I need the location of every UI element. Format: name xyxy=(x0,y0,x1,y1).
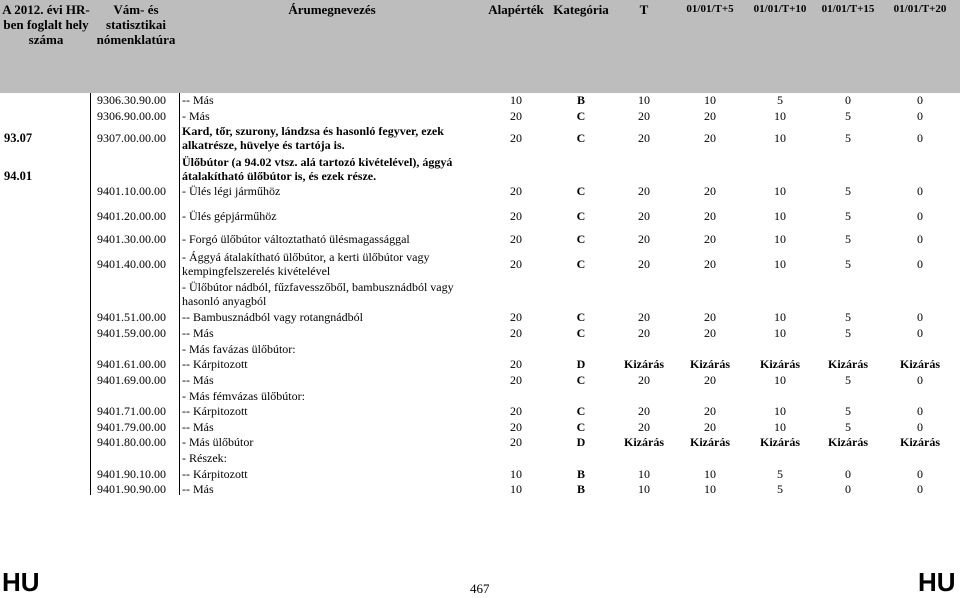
item-description: Ülőbútor (a 94.02 vtsz. alá tartozó kivételével), ággyá xyxy=(182,155,453,169)
item-description: -- Más xyxy=(182,326,214,340)
cell-t15: 5 xyxy=(845,109,851,123)
tariff-code: 9401.69.00.00 xyxy=(97,373,166,387)
cell-t15: 5 xyxy=(845,184,851,198)
cell-t15: 5 xyxy=(845,420,851,434)
cell-t10: Kizárás xyxy=(760,435,800,449)
cell-t5: 20 xyxy=(704,131,716,145)
cell-base-rate: 20 xyxy=(510,131,522,145)
cell-t20: 0 xyxy=(917,326,923,340)
item-description: - Ággyá átalakítható ülőbútor, a kerti ülőbútor vagy xyxy=(182,250,430,264)
cell-base-rate: 20 xyxy=(510,109,522,123)
cell-t15: 5 xyxy=(845,257,851,271)
cell-t: 20 xyxy=(638,404,650,418)
item-description: Kard, tőr, szurony, lándzsa és hasonló fegyver, ezek xyxy=(182,124,444,138)
cell-base-rate: 20 xyxy=(510,257,522,271)
cell-category: C xyxy=(576,232,586,246)
header-hr-position: A 2012. évi HR-ben foglalt hely száma xyxy=(2,2,90,47)
cell-t20: Kizárás xyxy=(900,357,940,371)
cell-t15: 5 xyxy=(845,131,851,145)
footer-right-label: HU xyxy=(918,567,956,597)
header-t15: 01/01/T+15 xyxy=(821,3,875,15)
cell-t15: Kizárás xyxy=(828,435,868,449)
cell-t20: 0 xyxy=(917,373,923,387)
cell-t20: 0 xyxy=(917,184,923,198)
item-description: - Más favázas ülőbútor: xyxy=(182,342,296,356)
cell-t20: Kizárás xyxy=(900,435,940,449)
column-divider xyxy=(179,93,180,495)
cell-t5: 20 xyxy=(704,404,716,418)
tariff-code: 9401.20.00.00 xyxy=(97,209,166,223)
cell-category: C xyxy=(576,131,586,145)
cell-t5: 20 xyxy=(704,373,716,387)
page-number: 467 xyxy=(470,581,490,596)
header-description: Árumegnevezés xyxy=(288,2,376,17)
cell-t10: 5 xyxy=(777,482,783,496)
column-divider xyxy=(90,93,91,495)
cell-t5: 20 xyxy=(704,326,716,340)
cell-base-rate: 20 xyxy=(510,326,522,340)
cell-t15: 5 xyxy=(845,404,851,418)
cell-base-rate: 20 xyxy=(510,232,522,246)
item-description: -- Más xyxy=(182,373,214,387)
tariff-code: 9401.79.00.00 xyxy=(97,420,166,434)
cell-t5: 20 xyxy=(704,184,716,198)
cell-t5: 20 xyxy=(704,310,716,324)
cell-t5: 20 xyxy=(704,420,716,434)
item-description-cont: alkatrésze, hüvelye és tartója is. xyxy=(182,138,345,152)
cell-category: D xyxy=(576,435,586,449)
cell-category: C xyxy=(576,310,586,324)
header-t10: 01/01/T+10 xyxy=(753,3,807,15)
cell-category: C xyxy=(576,109,586,123)
cell-t10: 10 xyxy=(774,420,786,434)
cell-t5: 20 xyxy=(704,209,716,223)
cell-t20: 0 xyxy=(917,209,923,223)
cell-t15: 5 xyxy=(845,232,851,246)
cell-t: 20 xyxy=(638,310,650,324)
cell-t: 20 xyxy=(638,373,650,387)
tariff-code: 9401.30.00.00 xyxy=(97,232,166,246)
cell-category: C xyxy=(576,420,586,434)
cell-category: C xyxy=(576,184,586,198)
cell-base-rate: 10 xyxy=(510,93,522,107)
cell-t15: 0 xyxy=(845,93,851,107)
cell-t: 20 xyxy=(638,209,650,223)
tariff-code: 9401.40.00.00 xyxy=(97,257,166,271)
header-nomenclature: Vám- és statisztikai nómenklatúra xyxy=(96,2,176,47)
cell-t: Kizárás xyxy=(624,357,664,371)
cell-t10: 10 xyxy=(774,209,786,223)
tariff-code: 9306.30.90.00 xyxy=(97,93,166,107)
cell-t15: 5 xyxy=(845,209,851,223)
tariff-code: 9401.80.00.00 xyxy=(97,435,166,449)
cell-t20: 0 xyxy=(917,257,923,271)
cell-t5: 20 xyxy=(704,109,716,123)
header-category: Kategória xyxy=(553,2,609,17)
item-description: -- Kárpitozott xyxy=(182,404,248,418)
cell-t5: 20 xyxy=(704,257,716,271)
item-description: - Forgó ülőbútor változtatható ülésmagassággal xyxy=(182,232,410,246)
item-description-cont: kempingfelszerelés kivételével xyxy=(182,264,331,278)
cell-t20: 0 xyxy=(917,232,923,246)
cell-t15: 5 xyxy=(845,373,851,387)
cell-t15: 5 xyxy=(845,326,851,340)
cell-t20: 0 xyxy=(917,310,923,324)
tariff-code: 9401.10.00.00 xyxy=(97,184,166,198)
table-header xyxy=(0,0,960,93)
cell-t5: 10 xyxy=(704,482,716,496)
item-description: -- Más xyxy=(182,482,214,496)
item-description: - Részek: xyxy=(182,451,227,465)
hr-position: 94.01 xyxy=(4,169,33,183)
tariff-code: 9401.90.10.00 xyxy=(97,467,166,481)
cell-category: B xyxy=(576,482,585,496)
cell-category: C xyxy=(576,373,586,387)
cell-t5: Kizárás xyxy=(690,435,730,449)
header-t5: 01/01/T+5 xyxy=(686,3,734,15)
cell-t10: 10 xyxy=(774,373,786,387)
cell-base-rate: 20 xyxy=(510,310,522,324)
cell-t: 10 xyxy=(638,93,650,107)
cell-t: 20 xyxy=(638,420,650,434)
cell-base-rate: 20 xyxy=(510,209,522,223)
cell-t15: Kizárás xyxy=(828,357,868,371)
cell-t15: 0 xyxy=(845,482,851,496)
cell-t15: 5 xyxy=(845,310,851,324)
cell-t10: 10 xyxy=(774,109,786,123)
cell-t: 20 xyxy=(638,326,650,340)
cell-t10: 10 xyxy=(774,184,786,198)
tariff-code: 9306.90.00.00 xyxy=(97,109,166,123)
cell-category: C xyxy=(576,209,586,223)
item-description: - Más ülőbútor xyxy=(182,435,254,449)
cell-t10: 5 xyxy=(777,93,783,107)
cell-t20: 0 xyxy=(917,467,923,481)
cell-category: D xyxy=(576,357,586,371)
item-description: - Más xyxy=(182,109,210,123)
cell-base-rate: 20 xyxy=(510,357,522,371)
hr-position: 93.07 xyxy=(4,131,33,145)
cell-t5: 10 xyxy=(704,467,716,481)
header-t: T xyxy=(639,2,649,17)
item-description: -- Bambusznádból vagy rotangnádból xyxy=(182,310,363,324)
cell-t20: 0 xyxy=(917,131,923,145)
cell-t10: 10 xyxy=(774,326,786,340)
item-description: -- Más xyxy=(182,93,214,107)
cell-t10: 10 xyxy=(774,257,786,271)
cell-t20: 0 xyxy=(917,482,923,496)
cell-t10: 10 xyxy=(774,404,786,418)
item-description: - Más fémvázas ülőbútor: xyxy=(182,389,305,403)
cell-t20: 0 xyxy=(917,109,923,123)
tariff-code: 9401.90.90.00 xyxy=(97,482,166,496)
cell-t: Kizárás xyxy=(624,435,664,449)
cell-t5: 20 xyxy=(704,232,716,246)
cell-t20: 0 xyxy=(917,420,923,434)
cell-t: 20 xyxy=(638,109,650,123)
cell-t10: 10 xyxy=(774,232,786,246)
tariff-code: 9307.00.00.00 xyxy=(97,131,166,145)
item-description: - Ülőbútor nádból, fűzfavesszőből, bambusznádból vagy xyxy=(182,280,454,294)
cell-category: C xyxy=(576,257,586,271)
cell-base-rate: 10 xyxy=(510,482,522,496)
cell-t5: 10 xyxy=(704,93,716,107)
cell-base-rate: 10 xyxy=(510,467,522,481)
item-description: -- Más xyxy=(182,420,214,434)
item-description-cont: átalakítható ülőbútor is, és ezek része. xyxy=(182,169,377,183)
cell-t10: Kizárás xyxy=(760,357,800,371)
item-description: - Ülés légi járműhöz xyxy=(182,184,281,198)
tariff-code: 9401.61.00.00 xyxy=(97,357,166,371)
cell-t: 20 xyxy=(638,131,650,145)
cell-t20: 0 xyxy=(917,93,923,107)
cell-t15: 0 xyxy=(845,467,851,481)
tariff-code: 9401.71.00.00 xyxy=(97,404,166,418)
cell-t: 20 xyxy=(638,184,650,198)
header-t20: 01/01/T+20 xyxy=(893,3,947,15)
cell-category: C xyxy=(576,326,586,340)
cell-base-rate: 20 xyxy=(510,435,522,449)
cell-t10: 10 xyxy=(774,310,786,324)
cell-t: 10 xyxy=(638,467,650,481)
tariff-code: 9401.51.00.00 xyxy=(97,310,166,324)
cell-category: B xyxy=(576,93,585,107)
cell-t5: Kizárás xyxy=(690,357,730,371)
cell-base-rate: 20 xyxy=(510,184,522,198)
cell-category: C xyxy=(576,404,586,418)
cell-base-rate: 20 xyxy=(510,420,522,434)
item-description: -- Kárpitozott xyxy=(182,357,248,371)
cell-t: 20 xyxy=(638,257,650,271)
cell-t: 20 xyxy=(638,232,650,246)
cell-t10: 5 xyxy=(777,467,783,481)
cell-base-rate: 20 xyxy=(510,373,522,387)
item-description: -- Kárpitozott xyxy=(182,467,248,481)
cell-t10: 10 xyxy=(774,131,786,145)
cell-category: B xyxy=(576,467,585,481)
cell-base-rate: 20 xyxy=(510,404,522,418)
item-description-cont: hasonló anyagból xyxy=(182,294,267,308)
cell-t: 10 xyxy=(638,482,650,496)
footer-left-label: HU xyxy=(2,567,40,597)
header-base-rate: Alapérték xyxy=(488,2,544,17)
item-description: - Ülés gépjárműhöz xyxy=(182,209,277,223)
tariff-code: 9401.59.00.00 xyxy=(97,326,166,340)
cell-t20: 0 xyxy=(917,404,923,418)
